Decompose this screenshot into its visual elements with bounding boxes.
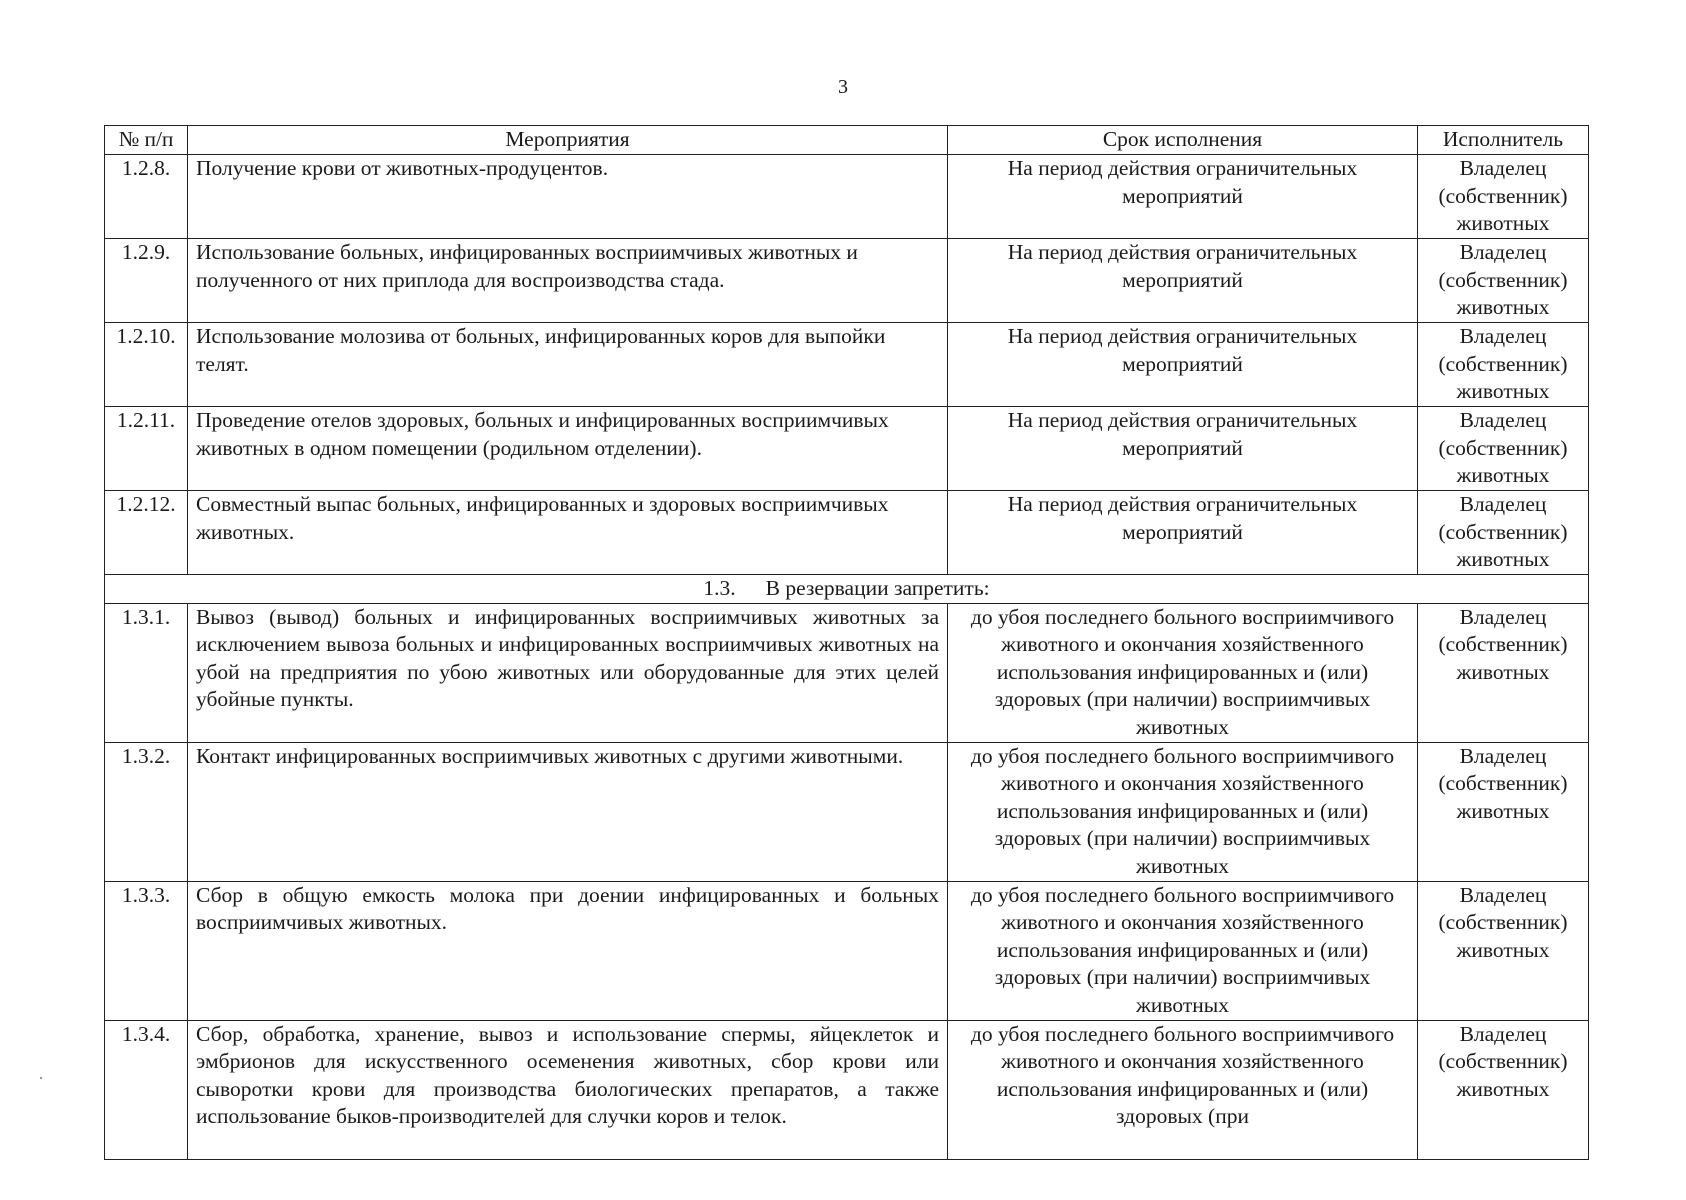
section-title: В резервации запретить: [765,576,990,600]
table-row [105,323,1589,407]
row-executor: Владелец (собственник) животных [1418,239,1589,323]
row-number: 1.3.1. [105,603,188,742]
header-number: № п/п [105,126,188,155]
row-term: На период действия ограничительных мероприятий [948,239,1418,323]
header-executor: Исполнитель [1418,126,1589,155]
row-number: 1.3.2. [105,742,188,881]
row-action: Использование больных, инфицированных восприимчивых животных и полученного от них приплода для воспроизводства стада. [188,239,948,323]
row-term: до убоя последнего больного восприимчивого животного и окончания хозяйственного использования инфицированных и (или) здоровых (при наличии) восприимчивых животных [948,603,1418,742]
row-term: до убоя последнего больного восприимчивого животного и окончания хозяйственного использования инфицированных и (или) здоровых (при наличии) восприимчивых животных [948,742,1418,881]
section-row [105,575,1589,604]
section-number: 1.3. [703,576,736,600]
table-row [105,1020,1589,1159]
row-executor: Владелец (собственник) животных [1418,1020,1589,1159]
table-row [105,491,1589,575]
row-executor: Владелец (собственник) животных [1418,155,1589,239]
table-row [105,239,1589,323]
row-action: Получение крови от животных-продуцентов. [188,155,948,239]
row-number: 1.3.4. [105,1020,188,1159]
row-action: Контакт инфицированных восприимчивых животных с другими животными. [188,742,948,881]
row-action: Вывоз (вывод) больных и инфицированных восприимчивых животных за исключением вывоза больных и инфицированных восприимчивых животных на убой на предприятия по убою животных или оборудованные для этих целей убойные пункты. [188,603,948,742]
scan-speck [40,1077,42,1079]
page-number: 3 [838,76,848,98]
table-row [105,407,1589,491]
table-row [105,881,1589,1020]
row-action: Сбор, обработка, хранение, вывоз и использование спермы, яйцеклеток и эмбрионов для искусственного осеменения животных, сбор крови или сыворотки крови для производства биологических препаратов, а также использование быков-производителей для случки коров и телок. [188,1020,948,1159]
row-term: На период действия ограничительных мероприятий [948,407,1418,491]
row-action: Сбор в общую емкость молока при доении инфицированных и больных восприимчивых животных. [188,881,948,1020]
row-executor: Владелец (собственник) животных [1418,407,1589,491]
row-action: Совместный выпас больных, инфицированных и здоровых восприимчивых животных. [188,491,948,575]
row-executor: Владелец (собственник) животных [1418,491,1589,575]
row-executor: Владелец (собственник) животных [1418,323,1589,407]
row-term: до убоя последнего больного восприимчивого животного и окончания хозяйственного использования инфицированных и (или) здоровых (при наличии) восприимчивых животных [948,881,1418,1020]
row-executor: Владелец (собственник) животных [1418,603,1589,742]
header-term: Срок исполнения [948,126,1418,155]
table-header-row [105,126,1589,155]
table-row [105,155,1589,239]
header-measures: Мероприятия [188,126,948,155]
row-term: На период действия ограничительных мероприятий [948,491,1418,575]
row-executor: Владелец (собственник) животных [1418,881,1589,1020]
row-executor: Владелец (собственник) животных [1418,742,1589,881]
row-number: 1.2.12. [105,491,188,575]
row-term: до убоя последнего больного восприимчивого животного и окончания хозяйственного использования инфицированных и (или) здоровых (при [948,1020,1418,1159]
row-term: На период действия ограничительных мероприятий [948,323,1418,407]
row-term: На период действия ограничительных мероприятий [948,155,1418,239]
row-number: 1.2.11. [105,407,188,491]
row-number: 1.2.10. [105,323,188,407]
measures-table [104,125,1589,1160]
section-heading [105,575,1589,604]
row-number: 1.2.8. [105,155,188,239]
table-row [105,603,1589,742]
row-number: 1.2.9. [105,239,188,323]
row-number: 1.3.3. [105,881,188,1020]
row-action: Использование молозива от больных, инфицированных коров для выпойки телят. [188,323,948,407]
table-row [105,742,1589,881]
row-action: Проведение отелов здоровых, больных и инфицированных восприимчивых животных в одном помещении (родильном отделении). [188,407,948,491]
